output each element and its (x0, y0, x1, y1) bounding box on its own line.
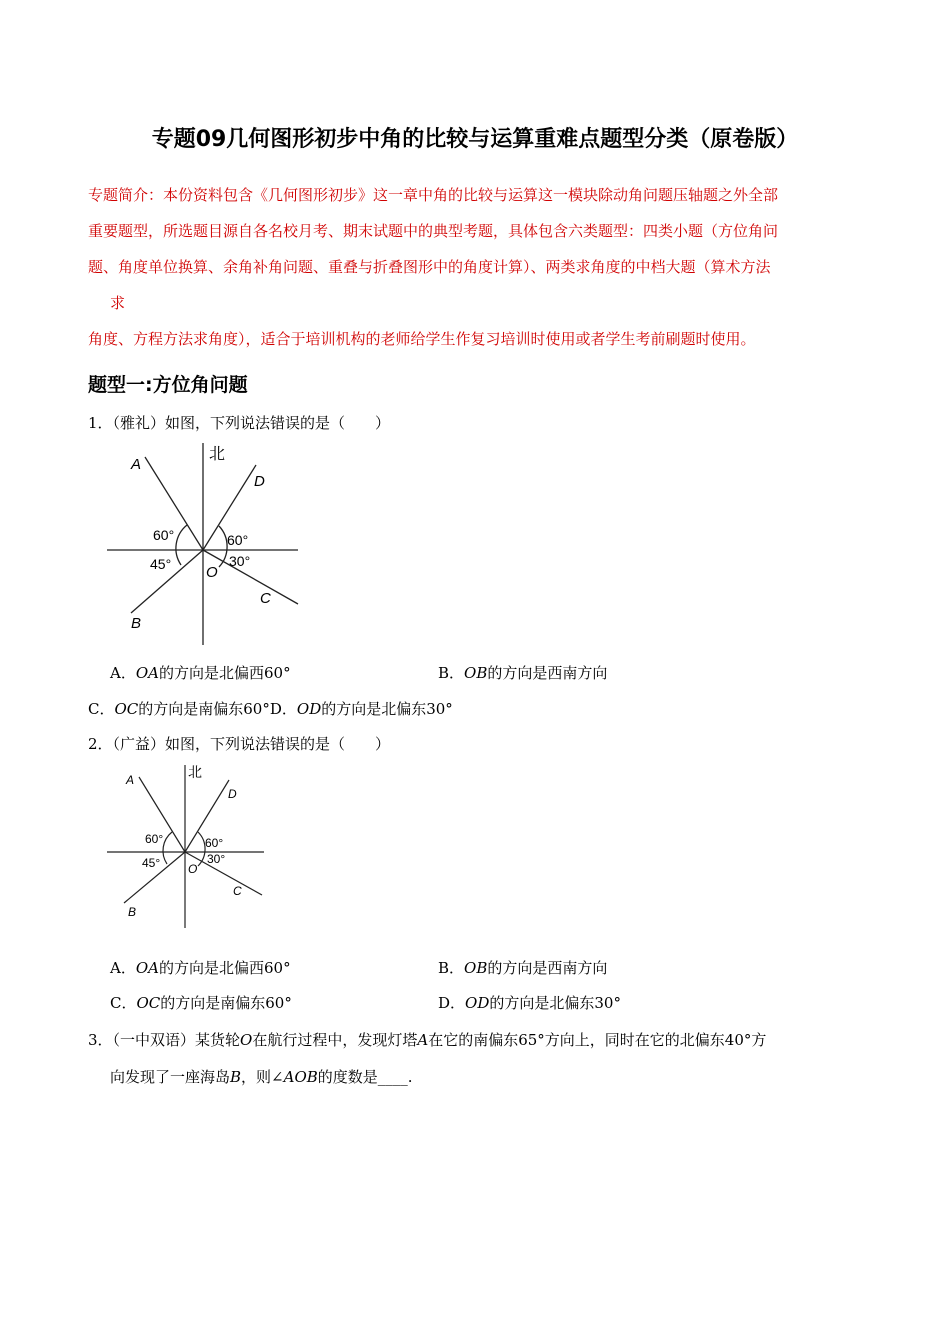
q2-angle-don: 60° (205, 836, 224, 850)
q3-text: 在航行过程中，发现灯塔 (252, 1031, 418, 1049)
q2-label-c: C (233, 884, 242, 898)
option-text: 的方向是南偏东60° (138, 700, 270, 718)
q2-arc-left (163, 832, 172, 864)
option-label: B． (438, 664, 465, 682)
option-label: D． (438, 994, 466, 1012)
option-label: C． (88, 700, 115, 718)
q2-arc-right (198, 832, 205, 866)
q3-text: 向发现了一座海岛 (110, 1068, 231, 1086)
q2-label-o: O (188, 862, 198, 876)
option-text: 的方向是北偏西60° (158, 959, 291, 977)
intro-line-4: 求 (110, 294, 126, 312)
q1-angle-bow: 45° (150, 556, 172, 572)
q2-option-d (438, 992, 621, 1013)
q3-text: 在它的南偏东65°方向上，同时在它的北偏东40°方 (428, 1031, 767, 1049)
q2-option-c (110, 992, 292, 1013)
q1-angle-coe: 30° (229, 553, 251, 569)
option-var: OC (114, 700, 139, 718)
q1-angle-aon: 60° (153, 527, 175, 543)
question-3-line-2 (110, 1066, 413, 1087)
q3-var-o: O (240, 1031, 253, 1049)
q1-label-d: D (254, 473, 265, 490)
q3-var-a: A (417, 1031, 429, 1049)
q3-var-b: B (230, 1068, 242, 1086)
intro-line-3: 题、角度单位换算、余角补角问题、重叠与折叠图形中的角度计算）、两类求角度的中档大题（算术方法 (88, 258, 771, 276)
option-text: 的方向是北偏西60° (158, 664, 291, 682)
option-label: B． (438, 959, 465, 977)
q2-angle-aon: 60° (145, 832, 164, 846)
q2-angle-coe: 30° (207, 852, 226, 866)
option-var: OB (464, 959, 488, 977)
option-var: OC (136, 994, 161, 1012)
q3-text: ，则∠ (241, 1068, 284, 1086)
q3-text: 3．（一中双语）某货轮 (88, 1031, 241, 1049)
q2-angle-bow: 45° (142, 856, 161, 870)
option-label: C． (110, 994, 137, 1012)
q1-label-a: A (131, 456, 142, 473)
q2-option-a (110, 957, 291, 978)
option-var: OD (296, 700, 322, 718)
option-text: 的方向是西南方向 (487, 664, 608, 682)
q1-label-c: C (260, 590, 271, 607)
page-title: 专题09几何图形初步中角的比较与运算重难点题型分类（原卷版） (151, 127, 799, 152)
option-label: D． (269, 700, 297, 718)
option-text: 的方向是北偏东30° (489, 994, 621, 1012)
question-2-stem: 2．（广益）如图，下列说法错误的是（ ） (88, 735, 391, 753)
option-var: OB (464, 664, 488, 682)
option-label: A． (110, 959, 136, 977)
option-var: OD (465, 994, 490, 1012)
q2-label-d: D (228, 787, 237, 801)
q1-label-b: B (131, 615, 142, 632)
q1-label-o: O (206, 564, 218, 581)
q1-angle-don: 60° (227, 532, 249, 548)
q1-label-north: 北 (209, 446, 226, 463)
option-text: 的方向是西南方向 (487, 959, 608, 977)
q2-label-a: A (126, 773, 135, 787)
intro-line-2: 重要题型，所选题目源自各名校月考、期末试题中的典型考题，具体包含六类题型：四类小题（方位角问 (88, 222, 779, 240)
q2-label-b: B (128, 905, 137, 919)
q2-option-b (438, 957, 607, 978)
intro-line-1: 专题简介：本份资料包含《几何图形初步》这一章中角的比较与运算这一模块除动角问题压轴题之外全部 (88, 186, 779, 204)
question-3-line-1 (88, 1029, 766, 1050)
q2-label-north: 北 (188, 764, 202, 780)
intro-line-5: 角度、方程方法求角度），适合于培训机构的老师给学生作复习培训时使用或者学生考前刷题时使用。 (88, 330, 756, 348)
option-var: OA (135, 959, 159, 977)
option-var: OA (135, 664, 159, 682)
question-1-stem: 1．（雅礼）如图，下列说法错误的是（ ） (88, 414, 391, 432)
option-text: 的方向是北偏东30° (321, 700, 453, 718)
option-text: 的方向是南偏东60° (160, 994, 292, 1012)
section-title: 题型一:方位角问题 (88, 374, 248, 396)
q3-var-aob: AOB (283, 1068, 318, 1086)
q3-text: 的度数是____. (317, 1068, 413, 1086)
option-label: A． (110, 664, 136, 682)
